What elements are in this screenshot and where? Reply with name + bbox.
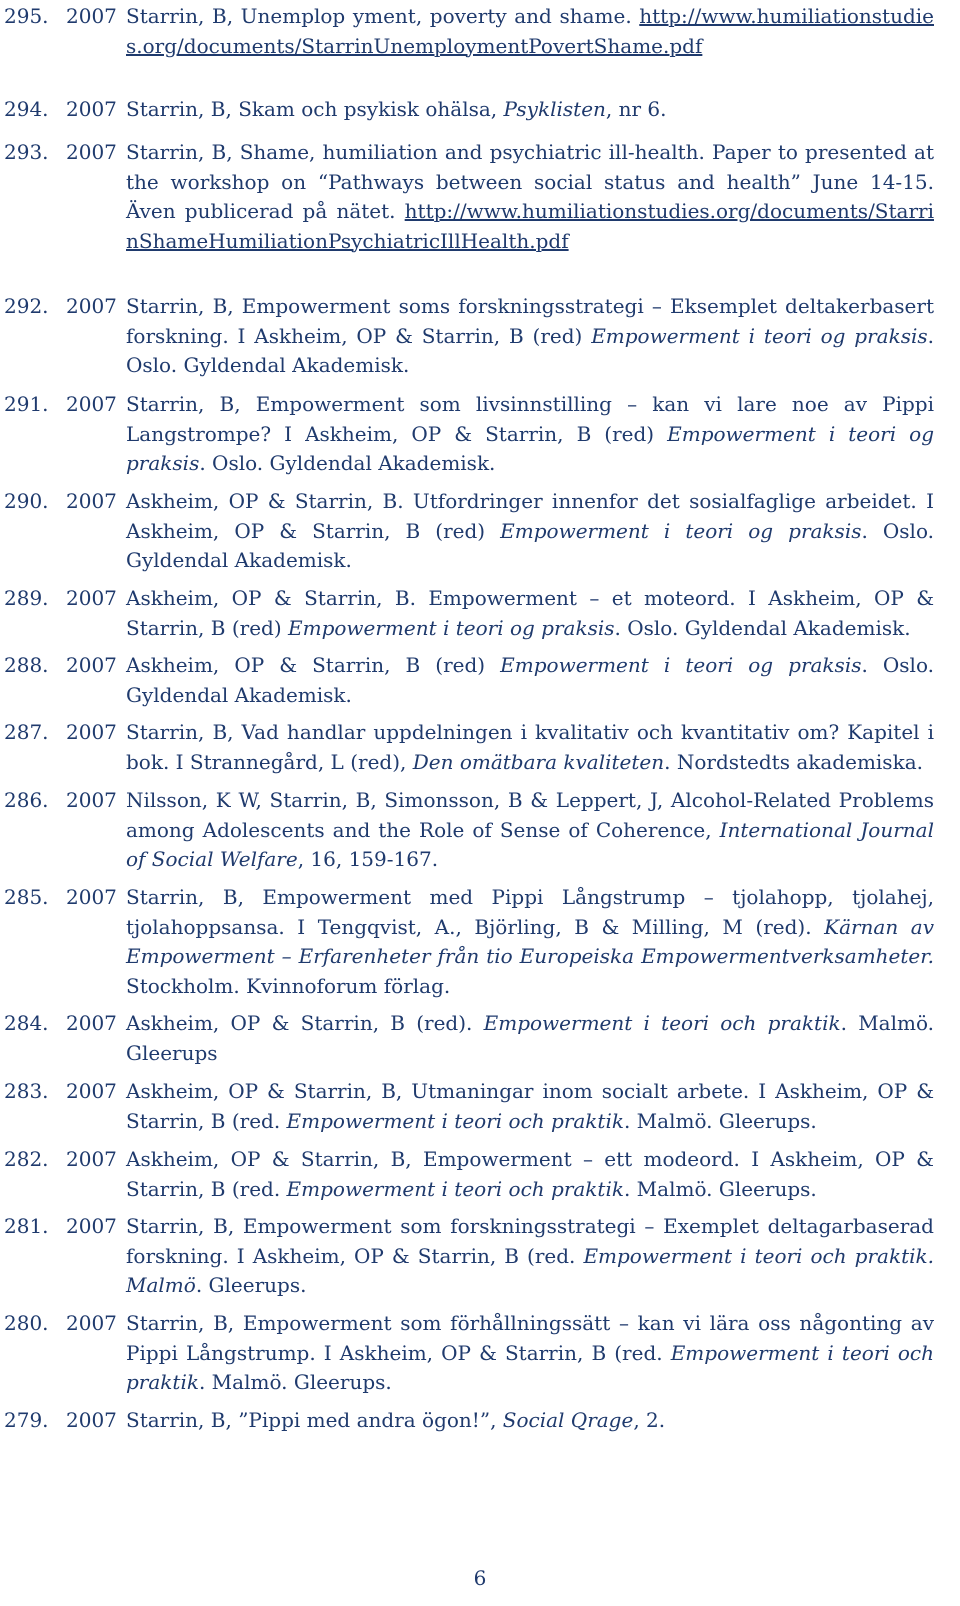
- entry-year: 2007: [66, 1408, 117, 1432]
- entry-text: [126, 718, 934, 777]
- entry-year: 2007: [66, 97, 117, 121]
- document-link[interactable]: http://www.humiliationstudies.org/documents/StarrinUnemploymentPovertShame.pdf: [126, 4, 934, 58]
- entry-text-segment: Askheim, OP & Starrin, B. Utfordringer innenfor det sosialfaglige arbeidet. I Askheim, OP & Starrin, B (red): [126, 489, 934, 543]
- entry-number: 295.: [4, 4, 49, 28]
- italic-title: Empowerment i teori och praktik. Malmö: [126, 1243, 935, 1297]
- bibliography-entry: [4, 584, 934, 643]
- bibliography-entry: [4, 1077, 934, 1136]
- entry-text-segment: Starrin, B, Unemplop yment, poverty and shame.: [126, 4, 640, 28]
- page-number: 6: [473, 1566, 487, 1590]
- entry-text-segment: Askheim, OP & Starrin, B (red).: [126, 1011, 484, 1035]
- entry-year: 2007: [66, 1311, 117, 1335]
- entry-text: [126, 292, 934, 381]
- entry-text: [126, 651, 934, 710]
- entry-year: 2007: [66, 1079, 117, 1103]
- entry-number: 281.: [4, 1214, 49, 1238]
- italic-title: Empowerment i teori och praktik: [286, 1176, 624, 1201]
- italic-title: Empowerment i teori og praksis: [500, 518, 862, 543]
- entry-text-segment: . Oslo. Gyldendal Akademisk.: [199, 451, 496, 475]
- entry-number: 285.: [4, 885, 49, 909]
- italic-title: Den omätbara kvaliteten: [412, 749, 665, 774]
- entry-text-segment: Askheim, OP & Starrin, B (red): [126, 653, 501, 677]
- entry-number: 283.: [4, 1079, 49, 1103]
- entry-text-segment: . Malmö. Gleerups.: [198, 1370, 392, 1394]
- entry-year: 2007: [66, 885, 117, 909]
- entry-text-segment: Starrin, B, Skam och psykisk ohälsa,: [126, 97, 504, 121]
- entry-text-segment: . Nordstedts akademiska.: [664, 749, 923, 774]
- italic-title: Psyklisten: [503, 97, 606, 121]
- entry-text: [126, 1309, 934, 1398]
- bibliography-entry: [4, 390, 934, 479]
- entry-text: [126, 1077, 934, 1136]
- entry-number: 279.: [4, 1408, 49, 1432]
- italic-title: Kärnan av Empowerment – Erfarenheter från tio Europeiska Empowermentverksamheter.: [126, 914, 934, 968]
- entry-text-segment: Starrin, B, Empowerment som förhållningssätt – kan vi lära oss någonting av Pippi Långstrump. I Askheim, OP & Starrin, B (red.: [126, 1311, 934, 1365]
- entry-number: 284.: [4, 1011, 49, 1035]
- entry-text: [126, 883, 934, 1001]
- entry-year: 2007: [66, 720, 117, 744]
- bibliography-entry: [4, 487, 934, 576]
- bibliography-entry: [4, 1406, 934, 1436]
- entry-text: [126, 95, 934, 125]
- entry-year: 2007: [66, 653, 117, 677]
- entry-text-segment: Starrin, B, Empowerment som forskningsstrategi – Exemplet deltagarbaserad forskning. I Askheim, OP & Starrin, B (red.: [126, 1214, 934, 1268]
- entry-text-segment: , 2.: [633, 1408, 666, 1432]
- entry-text-segment: Starrin, B, Empowerment med Pippi Långstrump – tjolahopp, tjolahej, tjolahoppsansa. I Tengqvist, A., Björling, B & Milling, M (red).: [126, 885, 934, 939]
- italic-title: Empowerment i teori och praktik: [286, 1108, 624, 1133]
- entry-text-segment: Askheim, OP & Starrin, B, Empowerment – ett modeord. I Askheim, OP & Starrin, B (red.: [126, 1147, 934, 1201]
- entry-text-segment: Stockholm. Kvinnoforum förlag.: [126, 973, 451, 998]
- entry-text: [126, 390, 934, 479]
- entry-text-segment: . Oslo. Gyldendal Akademisk.: [126, 653, 935, 707]
- entry-year: 2007: [66, 1147, 117, 1171]
- entry-text: [126, 2, 934, 61]
- bibliography-entry: [4, 2, 934, 61]
- bibliography-entry: [4, 1009, 934, 1068]
- entry-text-segment: . Gleerups.: [195, 1273, 307, 1297]
- entry-text-segment: . Malmö. Gleerups.: [623, 1176, 817, 1201]
- entry-year: 2007: [66, 586, 117, 610]
- entry-number: 294.: [4, 97, 49, 121]
- entry-year: 2007: [66, 294, 117, 318]
- italic-title: Empowerment i teori og praksis: [288, 615, 615, 640]
- bibliography-entry: [4, 718, 934, 777]
- italic-title: Empowerment i teori og praksis: [500, 653, 862, 677]
- entry-text-segment: . Oslo. Gyldendal Akademisk.: [126, 518, 935, 572]
- entry-number: 290.: [4, 489, 49, 513]
- entry-year: 2007: [66, 392, 117, 416]
- entry-number: 286.: [4, 788, 49, 812]
- entry-text-segment: Nilsson, K W, Starrin, B, Simonsson, B & Leppert, J, Alcohol-Related Problems among Adolescents and the Role of Sense of Coherence,: [126, 788, 934, 842]
- entry-text-segment: Askheim, OP & Starrin, B. Empowerment – et moteord. I Askheim, OP & Starrin, B (red): [126, 586, 934, 640]
- italic-title: International Journal of Social Welfare: [126, 817, 934, 871]
- bibliography-entry: [4, 651, 934, 710]
- entry-text-segment: , 16, 159-167.: [297, 847, 439, 871]
- entry-text-segment: . Malmö. Gleerups: [126, 1011, 935, 1065]
- entry-number: 293.: [4, 140, 49, 164]
- entry-number: 282.: [4, 1147, 49, 1171]
- italic-title: Empowerment i teori og praksis: [126, 421, 934, 475]
- entry-year: 2007: [66, 4, 117, 28]
- entry-text: [126, 1145, 934, 1204]
- entry-text-segment: Starrin, B, Shame, humiliation and psychiatric ill-health. Paper to presented at the workshop on “Pathways between social status and health” June 14-15. Även publicerad på nätet.: [126, 140, 934, 223]
- entry-number: 288.: [4, 653, 49, 677]
- entry-year: 2007: [66, 140, 117, 164]
- entry-year: 2007: [66, 788, 117, 812]
- entry-text: [126, 786, 934, 875]
- entry-text: [126, 138, 934, 256]
- entry-year: 2007: [66, 1214, 117, 1238]
- bibliography-entry: [4, 883, 934, 1001]
- entry-number: 287.: [4, 720, 49, 744]
- entry-number: 291.: [4, 392, 49, 416]
- entry-year: 2007: [66, 1011, 117, 1035]
- entry-text-segment: Askheim, OP & Starrin, B, Utmaningar inom socialt arbete. I Askheim, OP & Starrin, B (red.: [126, 1079, 934, 1133]
- bibliography-entry: [4, 1145, 934, 1204]
- italic-title: Empowerment i teori och praktik: [126, 1340, 934, 1394]
- italic-title: Empowerment i teori og praksis: [591, 323, 928, 348]
- bibliography-entry: [4, 292, 934, 381]
- entry-text-segment: . Oslo. Gyldendal Akademisk.: [614, 615, 911, 640]
- bibliography-entry: [4, 138, 934, 256]
- entry-year: 2007: [66, 489, 117, 513]
- entry-text: [126, 487, 934, 576]
- entry-number: 280.: [4, 1311, 49, 1335]
- entry-text-segment: . Oslo. Gyldendal Akademisk.: [126, 323, 934, 377]
- entry-text-segment: , nr 6.: [605, 97, 667, 121]
- bibliography-entry: [4, 786, 934, 875]
- entry-text-segment: Starrin, B, Vad handlar uppdelningen i kvalitativ och kvantitativ om? Kapitel i bok. I Strannegård, L (red),: [126, 720, 934, 774]
- entry-text-segment: Starrin, B, Empowerment soms forskningsstrategi – Eksemplet deltakerbasert forskning. I Askheim, OP & Starrin, B (red): [126, 294, 934, 348]
- italic-title: Social Qrage: [502, 1408, 634, 1432]
- document-link[interactable]: http://www.humiliationstudies.org/documents/StarrinShameHumiliationPsychiatricIllHealth.pdf: [126, 199, 934, 253]
- bibliography-entry: [4, 1212, 934, 1301]
- entry-number: 292.: [4, 294, 49, 318]
- entry-text-segment: Starrin, B, ”Pippi med andra ögon!”,: [126, 1408, 503, 1432]
- entry-text: [126, 1212, 934, 1301]
- entry-text-segment: . Malmö. Gleerups.: [623, 1108, 817, 1133]
- bibliography-entry: [4, 95, 934, 125]
- entry-number: 289.: [4, 586, 49, 610]
- entry-text: [126, 1009, 934, 1068]
- entry-text-segment: Starrin, B, Empowerment som livsinnstilling – kan vi lare noe av Pippi Langstrompe? I Askheim, OP & Starrin, B (red): [126, 392, 934, 446]
- entry-text: [126, 1406, 934, 1436]
- bibliography-entry: [4, 1309, 934, 1398]
- entry-text: [126, 584, 934, 643]
- italic-title: Empowerment i teori och praktik: [483, 1011, 841, 1035]
